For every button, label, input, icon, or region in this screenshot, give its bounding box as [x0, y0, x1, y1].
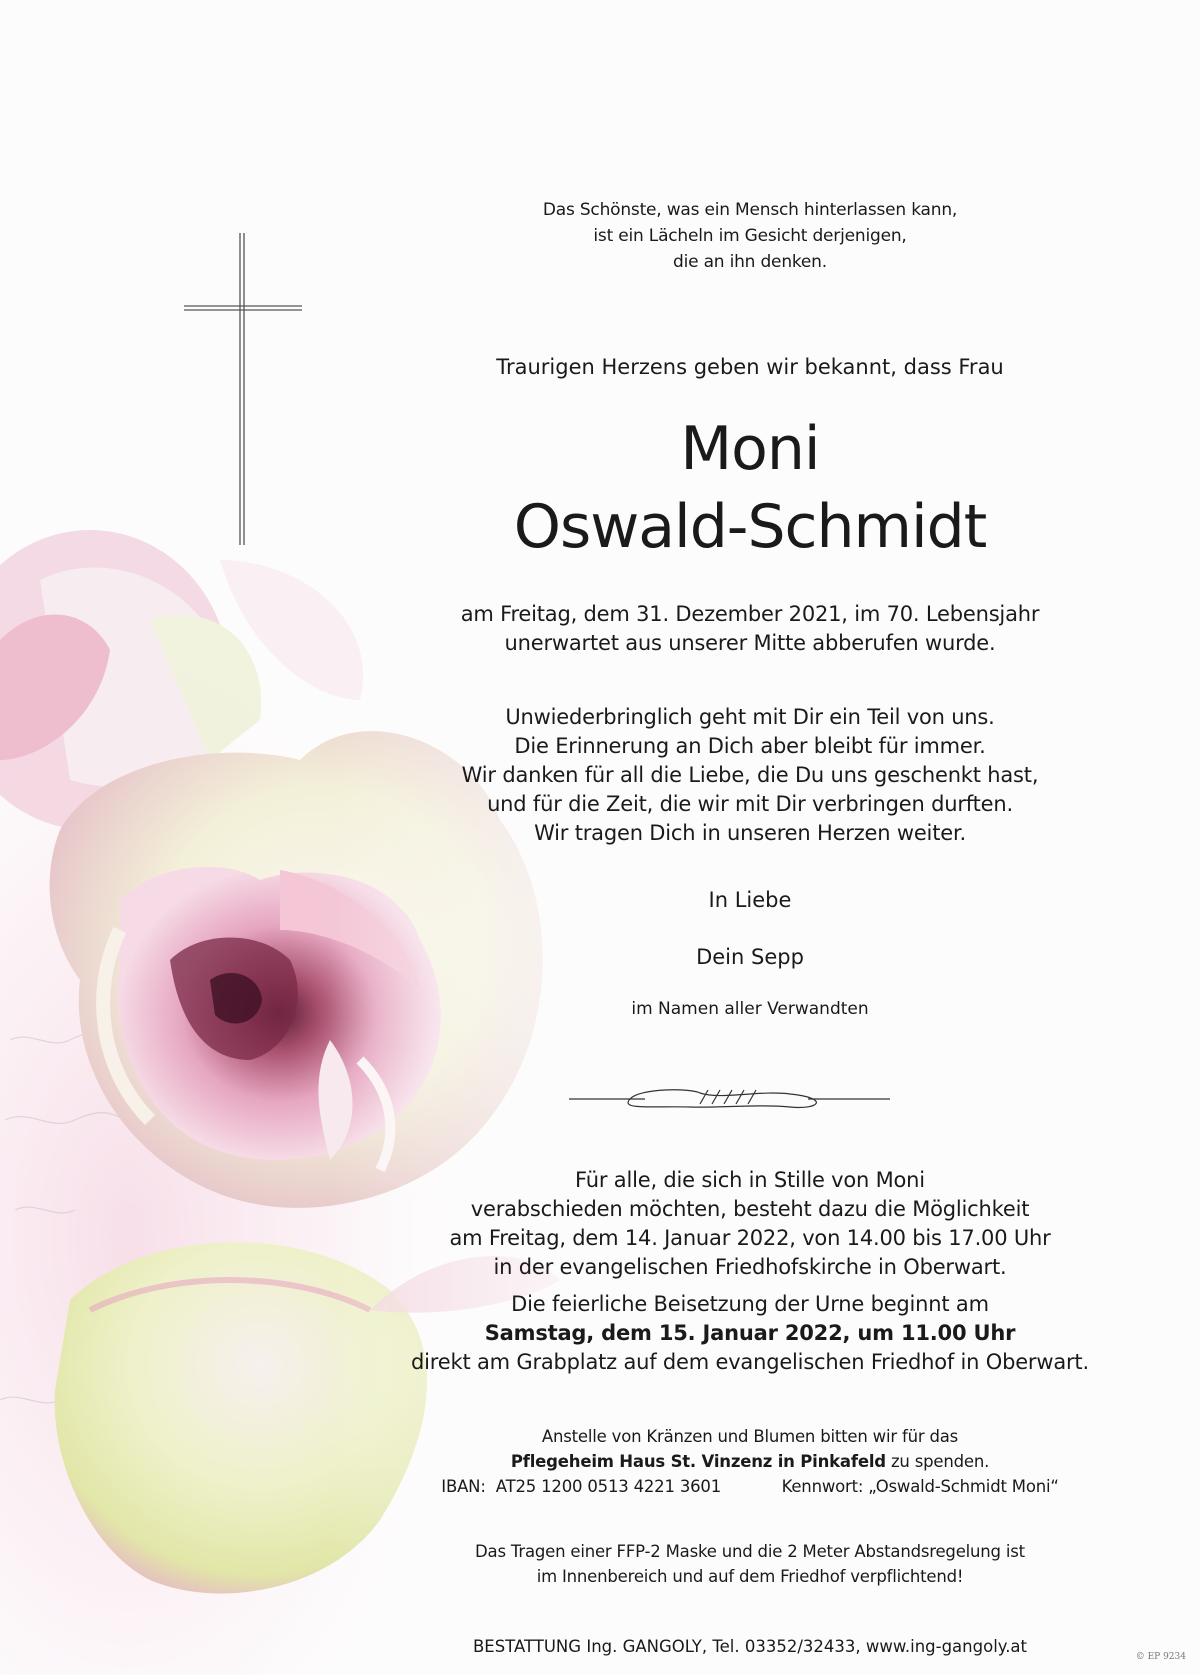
message-line: Wir danken für all die Liebe, die Du uns geschenkt hast, [461, 763, 1039, 787]
signature-from: Dein Sepp [696, 945, 804, 969]
burial-location: direkt am Grabplatz auf dem evangelischen Friedhof in Oberwart. [411, 1350, 1089, 1374]
iban-value: AT25 1200 0513 4221 3601 [495, 1477, 722, 1496]
iban-label: IBAN: [441, 1477, 486, 1496]
message-line: Wir tragen Dich in unseren Herzen weiter. [534, 821, 966, 845]
death-notice-line: unerwartet aus unserer Mitte abberufen wurde. [504, 631, 996, 655]
footer-details: Ing. GANGOLY, Tel. 03352/32433, www.ing-gangoly.at [581, 1637, 1028, 1656]
farewell-line: Für alle, die sich in Stille von Moni [575, 1168, 925, 1192]
donation-bank-line [310, 1474, 1190, 1499]
donation-org: Pflegeheim Haus St. Vinzenz in Pinkafeld [510, 1452, 886, 1471]
message-line: Unwiederbringlich geht mit Dir ein Teil von uns. [505, 705, 995, 729]
quote-line: die an ihn denken. [673, 252, 827, 272]
burial-date: Samstag, dem 15. Januar 2022, um 11.00 Uhr [484, 1321, 1016, 1345]
message-line: und für die Zeit, die wir mit Dir verbringen durften. [487, 792, 1013, 816]
donation-line: Anstelle von Kränzen und Blumen bitten wir für das [541, 1427, 959, 1446]
keyword-label: Kennwort: [781, 1477, 864, 1496]
signature-in-love: In Liebe [708, 888, 792, 912]
deceased-last-name: Oswald-Schmidt [513, 492, 987, 562]
signature-relatives: im Namen aller Verwandten [631, 999, 869, 1019]
donation-suffix: zu spenden. [885, 1452, 990, 1471]
document-code: © EP 9234 [1135, 1652, 1186, 1662]
footer-contact [310, 1637, 1190, 1656]
quote-line: Das Schönste, was ein Mensch hinterlassen kann, [542, 200, 958, 220]
cross-icon [184, 233, 302, 545]
donation-org-line [310, 1449, 1190, 1474]
burial-line: Die feierliche Beisetzung der Urne beginnt am [511, 1292, 989, 1316]
intro-text: Traurigen Herzens geben wir bekannt, dass Frau [496, 355, 1004, 379]
covid-note-line: im Innenbereich und auf dem Friedhof verpflichtend! [536, 1567, 964, 1586]
death-notice-line: am Freitag, dem 31. Dezember 2021, im 70. Lebensjahr [460, 602, 1040, 626]
deceased-first-name: Moni [680, 414, 820, 484]
farewell-line: am Freitag, dem 14. Januar 2022, von 14.00 bis 17.00 Uhr [449, 1226, 1051, 1250]
keyword-value: „Oswald-Schmidt Moni“ [868, 1477, 1059, 1496]
farewell-line: verabschieden möchten, besteht dazu die Möglichkeit [470, 1197, 1030, 1221]
covid-note-line: Das Tragen einer FFP-2 Maske und die 2 Meter Abstandsregelung ist [475, 1542, 1025, 1561]
footer-company: BESTATTUNG [472, 1637, 582, 1656]
message-line: Die Erinnerung an Dich aber bleibt für immer. [514, 734, 986, 758]
farewell-line: in der evangelischen Friedhofskirche in Oberwart. [493, 1255, 1007, 1279]
quote-line: ist ein Lächeln im Gesicht derjenigen, [593, 226, 907, 246]
